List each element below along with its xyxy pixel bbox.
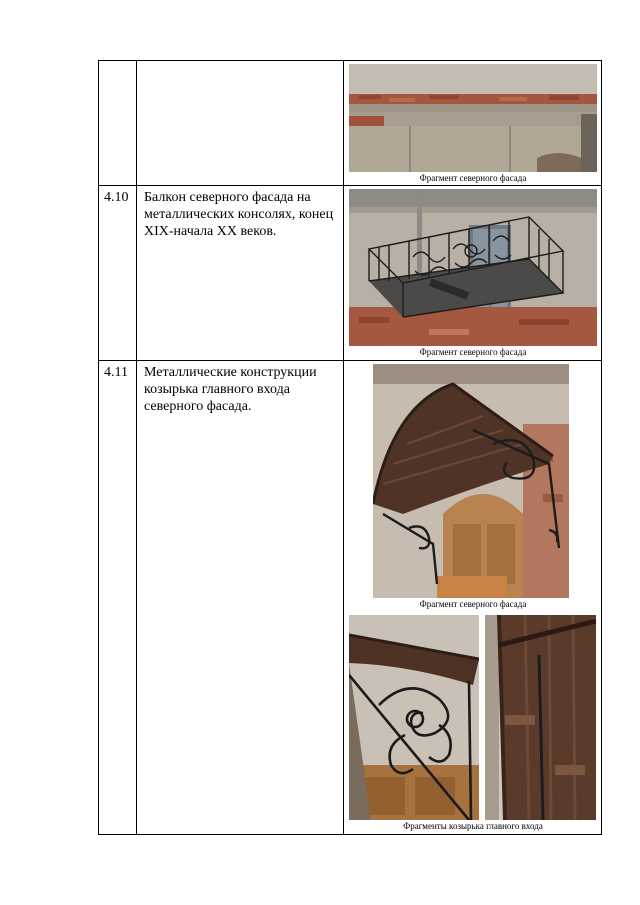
column-divider-1 — [136, 60, 137, 835]
bracket-detail-photo — [349, 615, 479, 820]
balcony-photo — [349, 189, 597, 346]
row-description: Балкон северного фасада на металлических консолях, конец XIX-начала XX веков. — [144, 190, 334, 239]
row-number: 4.10 — [104, 190, 129, 205]
table-border-left — [98, 60, 99, 835]
row-number: 4.11 — [104, 365, 128, 380]
photo-caption: Фрагмент северного фасада — [419, 347, 527, 357]
facade-fragment-photo — [349, 64, 597, 172]
row-divider-1 — [98, 185, 602, 186]
row-divider-2 — [98, 360, 602, 361]
photo-caption: Фрагмент северного фасада — [419, 173, 527, 183]
table-border-top — [98, 60, 602, 61]
photo-caption: Фрагмент северного фасада — [419, 599, 527, 609]
entrance-canopy-photo — [373, 364, 569, 598]
photo-caption: Фрагменты козырька главного входа — [403, 821, 543, 831]
heritage-table — [98, 60, 602, 835]
canopy-edge-photo — [485, 615, 596, 820]
row-description: Металлические конструкции козырька главного входа северного фасада. — [144, 365, 317, 414]
table-border-bottom — [98, 834, 602, 835]
